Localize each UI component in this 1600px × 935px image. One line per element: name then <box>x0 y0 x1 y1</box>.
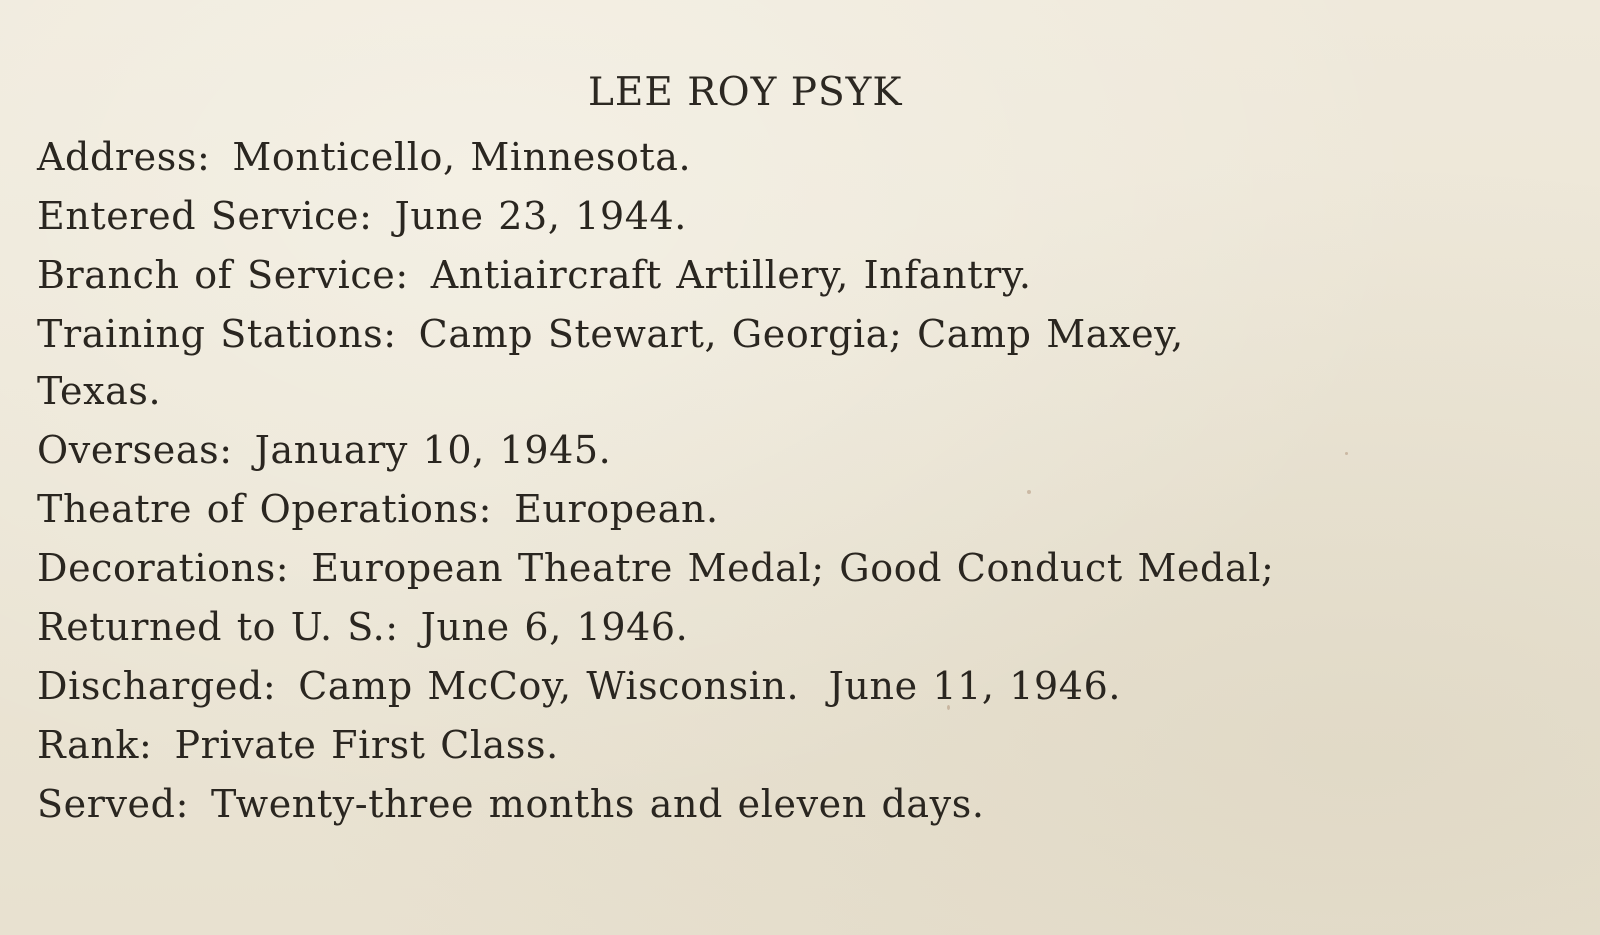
branch-of-service-value: Antiaircraft Artillery, Infantry. <box>430 253 1032 297</box>
entered-service-value: June 23, 1944. <box>394 194 687 238</box>
record-title: LEE ROY PSYK <box>588 70 903 115</box>
branch-of-service-label: Branch of Service: <box>37 253 409 297</box>
paper-speck <box>1027 490 1031 494</box>
theatre-of-operations-label: Theatre of Operations: <box>37 487 493 531</box>
theatre-of-operations-value: European. <box>514 487 719 531</box>
discharged-value: Camp McCoy, Wisconsin. June 11, 1946. <box>298 664 1122 708</box>
decorations-line <box>37 539 1597 598</box>
decorations-label: Decorations: <box>37 546 290 590</box>
theatre-of-operations-line <box>37 480 1597 539</box>
training-stations-label: Training Stations: <box>37 312 397 356</box>
overseas-label: Overseas: <box>37 428 233 472</box>
served-label: Served: <box>37 782 189 826</box>
paper-speck <box>1345 452 1348 455</box>
returned-to-us-label: Returned to U. S.: <box>37 605 399 649</box>
training-stations-value-continued: Texas. <box>37 369 162 413</box>
discharged-label: Discharged: <box>37 664 277 708</box>
entered-service-label: Entered Service: <box>37 194 373 238</box>
address-value: Monticello, Minnesota. <box>232 135 692 179</box>
overseas-line <box>37 421 1597 480</box>
rank-label: Rank: <box>37 723 153 767</box>
decorations-value: European Theatre Medal; Good Conduct Medal; <box>311 546 1275 590</box>
served-line <box>37 775 1597 834</box>
entered-service-line <box>37 187 1597 246</box>
address-label: Address: <box>37 135 211 179</box>
training-stations-line <box>37 305 1597 364</box>
address-line <box>37 128 1597 187</box>
service-record <box>37 128 1597 834</box>
discharged-line <box>37 657 1597 716</box>
training-stations-continued-line <box>37 362 1597 421</box>
rank-line <box>37 716 1597 775</box>
served-value: Twenty-three months and eleven days. <box>210 782 985 826</box>
returned-to-us-value: June 6, 1946. <box>420 605 689 649</box>
rank-value: Private First Class. <box>174 723 559 767</box>
branch-of-service-line <box>37 246 1597 305</box>
returned-to-us-line <box>37 598 1597 657</box>
training-stations-value: Camp Stewart, Georgia; Camp Maxey, <box>418 312 1184 356</box>
paper-speck <box>947 705 950 710</box>
overseas-value: January 10, 1945. <box>254 428 612 472</box>
